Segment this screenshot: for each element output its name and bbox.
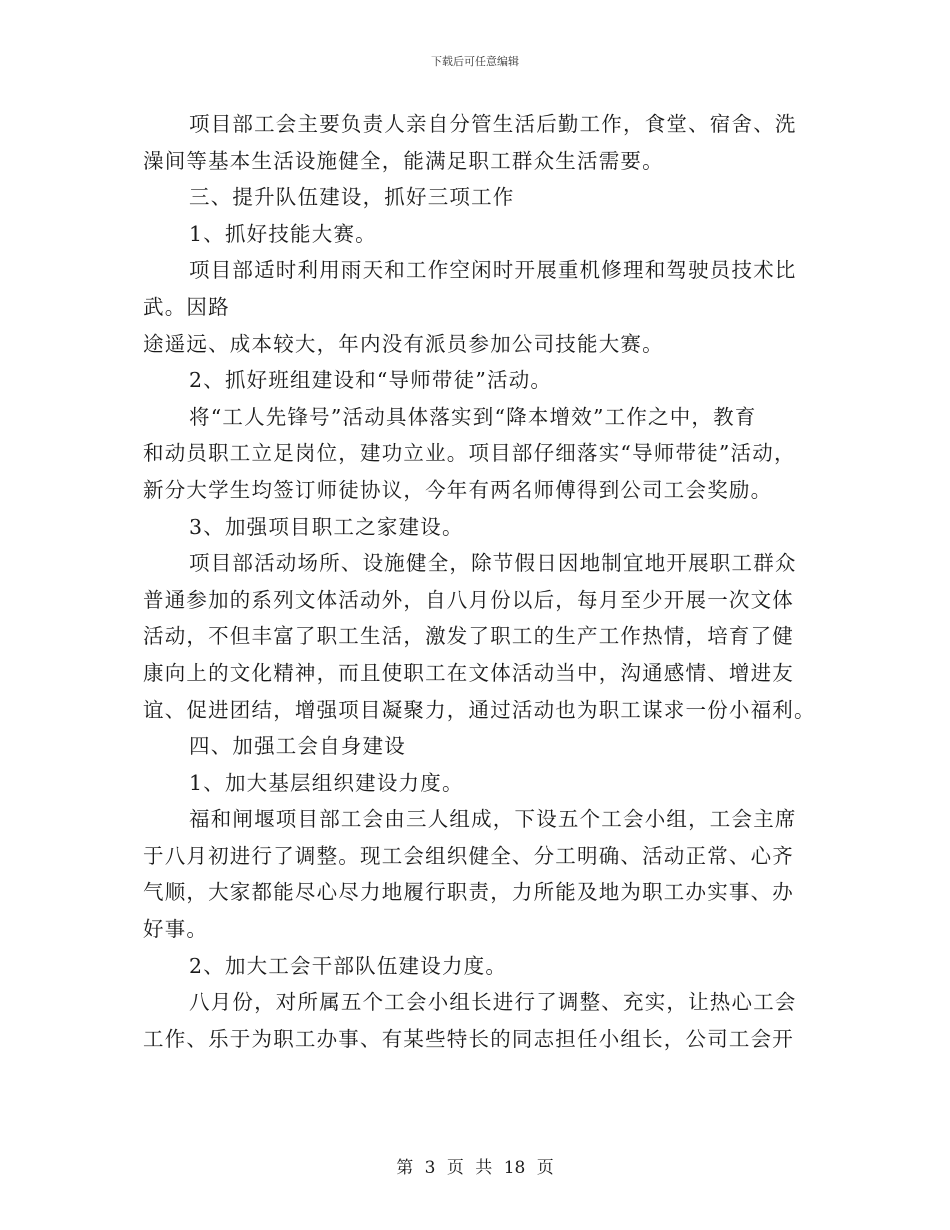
text-line: 三、提升队伍建设，抓好三项工作 [189, 185, 515, 210]
text-line: 新分大学生均签订师徒协议，今年有两名师傅得到公司工会奖励。 [143, 477, 773, 502]
text-line: 将“工人先锋号”活动具体落实到“降本增效”工作之中，教育 [189, 404, 757, 429]
text-line: 项目部活动场所、设施健全，除节假日因地制宜地开展职工群众 [189, 551, 797, 576]
text-line: 福和闸堰项目部工会由三人组成，下设五个工会小组，工会主席 [189, 807, 797, 832]
text-line: 1、抓好技能大赛。 [189, 221, 377, 246]
text-line: 澡间等基本生活设施健全，能满足职工群众生活需要。 [143, 148, 664, 173]
document-body [143, 106, 816, 1057]
page-header: 下载后可任意编辑 [431, 55, 519, 68]
text-line: 八月份，对所属五个工会小组长进行了调整、充实，让热心工会 [189, 990, 797, 1015]
text-line: 工作、乐于为职工办事、有某些特长的同志担任小组长，公司工会开 [143, 1026, 794, 1051]
text-line: 3、加强项目职工之家建设。 [189, 514, 464, 539]
text-line: 2、抓好班组建设和“导师带徒”活动。 [189, 368, 553, 393]
text-line: 活动，不但丰富了职工生活，激发了职工的生产工作热情，培育了健 [143, 624, 794, 649]
text-line: 项目部适时利用雨天和工作空闲时开展重机修理和驾驶员技术比 [189, 258, 797, 283]
text-line: 普通参加的系列文体活动外，自八月份以后，每月至少开展一次文体 [143, 587, 794, 612]
text-line: 四、加强工会自身建设 [189, 734, 406, 759]
text-line: 1、加大基层组织建设力度。 [189, 770, 464, 795]
text-line: 气顺，大家都能尽心尽力地履行职责，力所能及地为职工办实事、办 [143, 880, 794, 905]
text-line: 好事。 [143, 917, 209, 942]
text-line: 项目部工会主要负责人亲自分管生活后勤工作，食堂、宿舍、洗 [189, 112, 797, 136]
text-line: 和动员职工立足岗位，建功立业。项目部仔细落实“导师带徒”活动， [143, 441, 796, 466]
text-line: 谊、促进团结，增强项目凝聚力，通过活动也为职工谋求一份小福利。 [143, 697, 816, 722]
text-line: 康向上的文化精神，而且使职工在文体活动当中，沟通感情、增进友 [143, 660, 794, 685]
text-line: 途遥远、成本较大，年内没有派员参加公司技能大赛。 [143, 331, 664, 356]
text-line: 于八月初进行了调整。现工会组织健全、分工明确、活动正常、心齐 [143, 843, 794, 868]
text-line: 武。因路 [143, 294, 230, 319]
page-number: 第 3 页 共 18 页 [396, 1158, 554, 1178]
text-line: 2、加大工会干部队伍建设力度。 [189, 953, 508, 978]
